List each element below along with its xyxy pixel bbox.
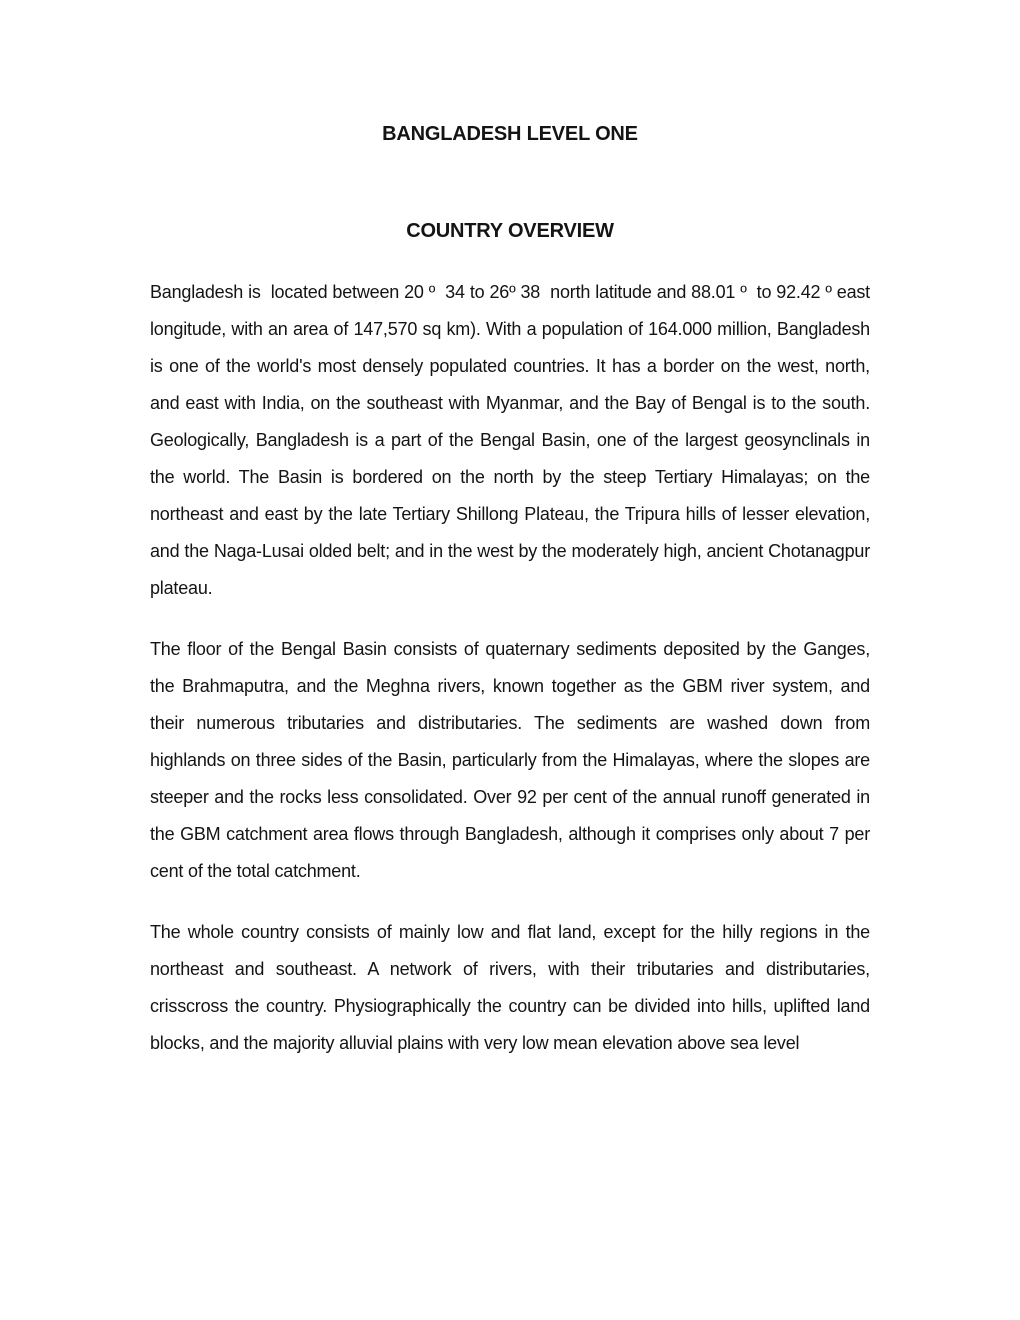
section-heading: COUNTRY OVERVIEW <box>406 220 614 242</box>
paragraph-basin-sediments: The floor of the Bengal Basin consists of quaternary sediments deposited by the Ganges, the Brahmaputra, and the Meghna rivers, known together as the GBM river system, and their numerous tributaries and distributaries. The sediments are washed down from highlands on three sides of the Basin, particularly from the Himalayas, where the slopes are steeper and the rocks less consolidated. Over 92 per cent of the annual runoff generated in the GBM catchment area flows through Bangladesh, although it comprises only about 7 per cent of the total catchment. <box>150 639 875 881</box>
paragraph-geography: Bangladesh is located between 20 º 34 to 26º 38 north latitude and 88.01 º to 92.42 º east longitude, with an area of 147,570 sq km). With a population of 164.000 million, Bangladesh is one of the world's most densely populated countries. It has a border on the west, north, and east with India, on the southeast with Myanmar, and the Bay of Bengal is to the south. Geologically, Bangladesh is a part of the Bengal Basin, one of the largest geosynclinals in the world. The Basin is bordered on the north by the steep Tertiary Himalayas; on the northeast and east by the late Tertiary Shillong Plateau, the Tripura hills of lesser elevation, and the Naga-Lusai olded belt; and in the west by the moderately high, ancient Chotanagpur plateau. <box>150 282 875 598</box>
paragraph-topography: The whole country consists of mainly low and flat land, except for the hilly regions in the northeast and southeast. A network of rivers, with their tributaries and distributaries, crisscross the country. Physiographically the country can be divided into hills, uplifted land blocks, and the majority alluvial plains with very low mean elevation above sea level <box>150 922 875 1053</box>
document-title: BANGLADESH LEVEL ONE <box>382 123 638 145</box>
